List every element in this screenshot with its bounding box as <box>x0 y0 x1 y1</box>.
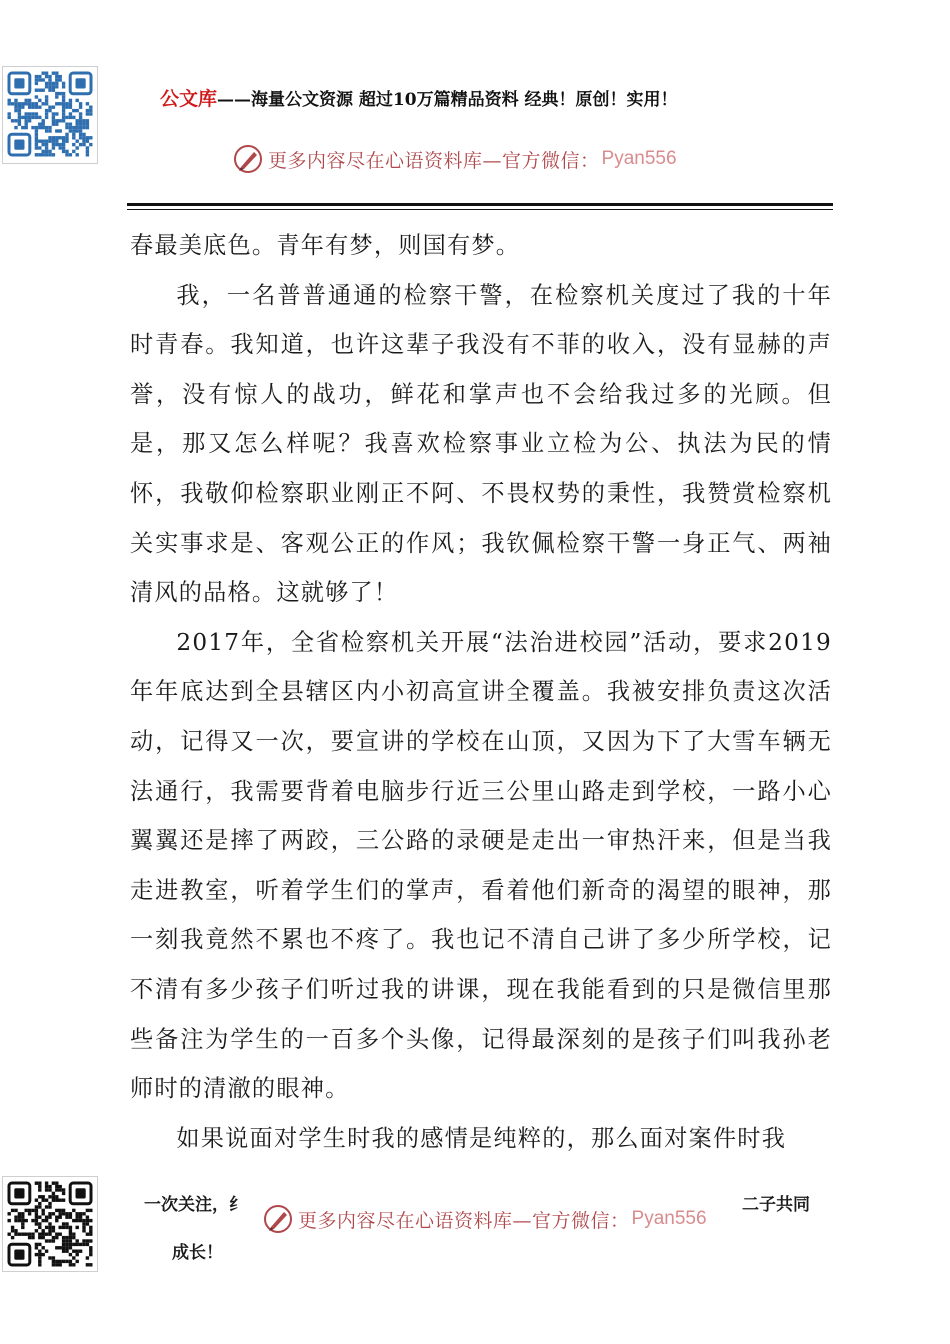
header-divider <box>127 203 833 206</box>
watermark-text: 更多内容尽在心语资料库—官方微信： <box>298 1209 630 1232</box>
header-banner <box>160 84 678 112</box>
pen-logo-icon <box>262 1203 294 1235</box>
qr-code-icon <box>2 66 98 164</box>
header-divider-thin <box>127 209 833 210</box>
paragraph: 春最美底色。青年有梦，则国有梦。 <box>130 232 521 259</box>
header-tagline: ——海量公文资源 超过10万篇精品资料 经典！原创！实用！ <box>217 90 678 110</box>
watermark-bottom <box>262 1202 707 1236</box>
watermark-wechat-id: Pyan556 <box>601 148 677 169</box>
watermark-text: 更多内容尽在心语资料库—官方微信： <box>268 149 600 172</box>
brand-name: 公文库 <box>160 88 218 110</box>
paragraph: 如果说面对学生时我的感情是纯粹的，那么面对案件时我 <box>176 1124 787 1152</box>
footer-line1-start: 一次关注，纟 <box>144 1195 246 1215</box>
document-body <box>130 221 832 1163</box>
pen-logo-icon <box>232 143 264 175</box>
qr-code-icon <box>2 1176 98 1272</box>
footer-line1-end: 二子共同 <box>742 1195 810 1215</box>
paragraph: 2017年，全省检察机关开展“法治进校园”活动，要求2019年年底达到全县辖区内小初高宣讲全覆盖。我被安排负责这次活动，记得又一次，要宣讲的学校在山顶，又因为下了大雪车辆无法通行，我需要背着电脑步行近三公里山路走到学校，一路小心翼翼还是摔了两跤，三公路的录硬是走出一审热汗来，但是当我走进教室，听着学生们的掌声，看着他们新奇的渴望的眼神，那一刻我竟然不累也不疼了。我也记不清自己讲了多少所学校，记不清有多少孩子们听过我的讲课，现在我能看到的只是微信里那些备注为学生的一百多个头像，记得最深刻的是孩子们叫我孙老师时的清澈的眼神。 <box>130 628 832 1103</box>
paragraph: 我，一名普普通通的检察干警，在检察机关度过了我的十年时青春。我知道，也许这辈子我没有不菲的收入，没有显赫的声誉，没有惊人的战功，鲜花和掌声也不会给我过多的光顾。但是，那又怎么样呢？我喜欢检察事业立检为公、执法为民的情怀，我敬仰检察职业刚正不阿、不畏权势的秉性，我赞赏检察机关实事求是、客观公正的作风；我钦佩检察干警一身正气、两袖清风的品格。这就够了！ <box>130 281 832 607</box>
watermark-wechat-id: Pyan556 <box>631 1208 707 1229</box>
footer-line2: 成长！ <box>172 1243 223 1263</box>
watermark-top <box>232 142 677 176</box>
